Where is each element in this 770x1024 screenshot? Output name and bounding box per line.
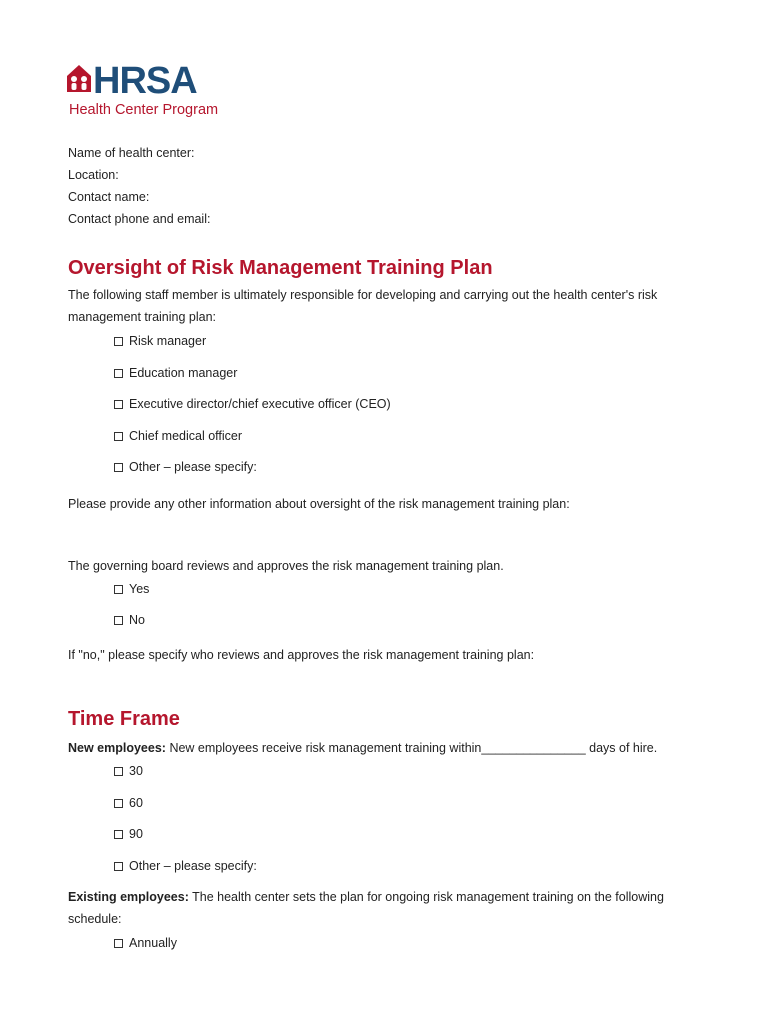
oversight-intro: The following staff member is ultimately responsible for developing and carrying out the health center's risk management training plan: — [68, 288, 658, 324]
oversight-other-info: Please provide any other information about oversight of the risk management training plan: — [68, 497, 570, 511]
existing-employees-statement — [68, 886, 688, 930]
option-label: No — [129, 613, 145, 627]
field-contact-phone-email: Contact phone and email: — [68, 212, 211, 226]
checkbox[interactable] — [114, 463, 123, 472]
svg-text:Health Center Program: Health Center Program — [69, 102, 219, 118]
option-other-days[interactable] — [114, 858, 257, 874]
checkbox[interactable] — [114, 862, 123, 871]
option-label: Other – please specify: — [129, 460, 257, 474]
option-label: 30 — [129, 764, 143, 778]
checkbox[interactable] — [114, 432, 123, 441]
new-employees-text: New employees receive risk management training within_______________ days of hire. — [165, 741, 658, 755]
option-label: 60 — [129, 796, 143, 810]
checkbox[interactable] — [114, 799, 123, 808]
field-contact-name: Contact name: — [68, 190, 150, 204]
option-label: Annually — [129, 936, 177, 950]
checkbox[interactable] — [114, 939, 123, 948]
svg-text:HRSA: HRSA — [93, 62, 197, 102]
option-label: 90 — [129, 827, 143, 841]
checkbox[interactable] — [114, 616, 123, 625]
checkbox[interactable] — [114, 337, 123, 346]
option-60[interactable] — [114, 795, 143, 811]
new-employees-label: New employees: — [68, 741, 166, 755]
oversight-heading: Oversight of Risk Management Training Plan — [68, 257, 493, 279]
checkbox[interactable] — [114, 369, 123, 378]
if-no-question: If "no," please specify who reviews and approves the risk management training plan: — [68, 648, 535, 662]
board-statement: The governing board reviews and approves the risk management training plan. — [68, 559, 504, 573]
house-people-icon — [67, 65, 91, 92]
option-label: Other – please specify: — [129, 859, 257, 873]
option-chief-medical-officer[interactable] — [114, 428, 242, 444]
checkbox[interactable] — [114, 767, 123, 776]
field-location: Location: — [68, 168, 119, 182]
time-frame-heading: Time Frame — [68, 708, 180, 730]
option-annually[interactable] — [114, 935, 177, 951]
new-employees-statement — [68, 740, 657, 756]
option-label: Yes — [129, 582, 150, 596]
field-health-center-name: Name of health center: — [68, 146, 195, 160]
option-executive-director[interactable] — [114, 396, 391, 412]
option-label: Chief medical officer — [129, 429, 243, 443]
option-label: Education manager — [129, 366, 238, 380]
option-risk-manager[interactable] — [114, 333, 206, 349]
checkbox[interactable] — [114, 400, 123, 409]
option-no[interactable] — [114, 612, 145, 628]
option-other[interactable] — [114, 459, 257, 475]
hrsa-logo-graphic — [66, 62, 256, 122]
option-education-manager[interactable] — [114, 365, 237, 381]
checkbox[interactable] — [114, 830, 123, 839]
existing-employees-text: The health center sets the plan for ongoing risk management training on the following schedule: — [68, 890, 664, 926]
option-yes[interactable] — [114, 581, 149, 597]
existing-employees-label: Existing employees: — [68, 890, 189, 904]
hrsa-logo — [66, 62, 256, 122]
option-30[interactable] — [114, 763, 143, 779]
option-label: Risk manager — [129, 334, 207, 348]
option-label: Executive director/chief executive officer (CEO) — [129, 397, 391, 411]
checkbox[interactable] — [114, 585, 123, 594]
option-90[interactable] — [114, 826, 143, 842]
